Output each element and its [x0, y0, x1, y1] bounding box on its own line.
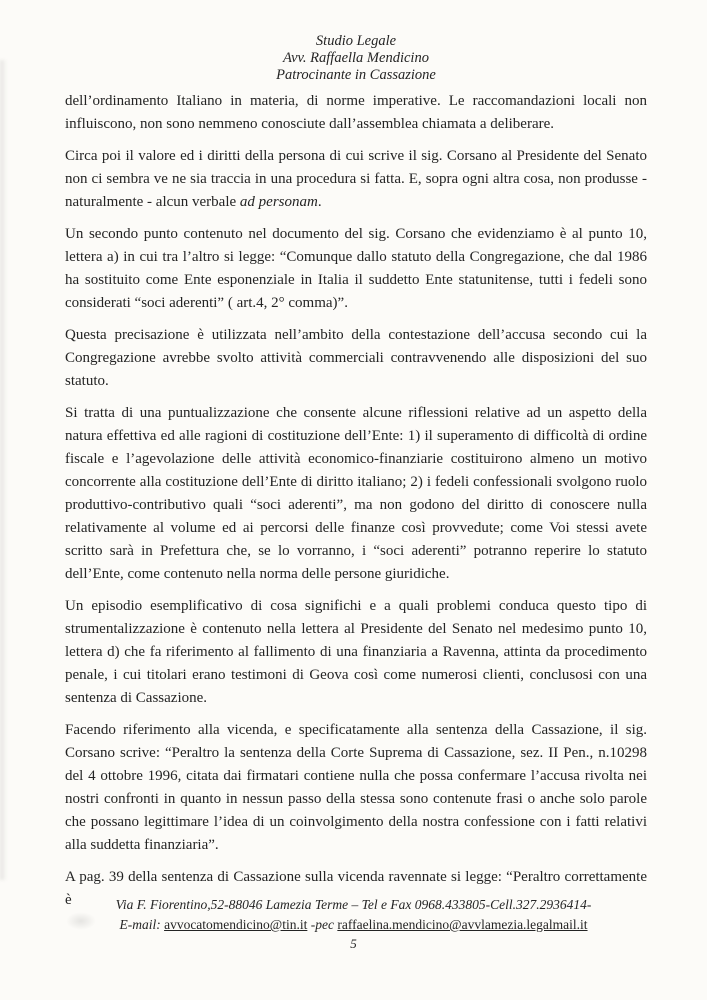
- email-label: E-mail:: [119, 917, 161, 932]
- letterhead-title: Patrocinante in Cassazione: [276, 67, 436, 83]
- email-address: avvocatomendicino@tin.it: [164, 917, 308, 932]
- footer-address-line: [0, 895, 707, 915]
- scan-artifact-left-edge: [0, 60, 7, 880]
- paragraph-3: [65, 223, 647, 315]
- paragraph-1: [65, 90, 647, 136]
- letterhead-firm-name: Studio Legale: [315, 33, 397, 49]
- paragraph-text: Un secondo punto contenuto nel documento del sig. Corsano che evidenziamo è al punto 10, lettera a) in cui tra l’altro si legge: “Comunque dallo statuto della Congregazione, che dal 1986 ha sostituito come Ente esponenziale in Italia il suddetto Ente statunitense, tutti i fedeli sono considerati “soci aderenti” ( art.4, 2° comma)”.: [65, 226, 647, 311]
- document-body: [65, 90, 647, 912]
- paragraph-text: Circa poi il valore ed i diritti della persona di cui scrive il sig. Corsano al Presidente del Senato non ci sembra ve ne sia traccia in una procedura si fatta. E, sopra ogni altra cosa, non produsse - naturalmente - alcun verbale: [65, 148, 647, 210]
- footer-address: Via F. Fiorentino,52-88046 Lamezia Terme – Tel e Fax 0968.433805-Cell.327.2936414-: [115, 897, 592, 912]
- page-number: 5: [350, 936, 357, 951]
- pec-address: raffaelina.mendicino@avvlamezia.legalmail.it: [337, 917, 588, 932]
- italic-phrase-ad-personam: ad personam: [239, 194, 318, 210]
- paragraph-text: dell’ordinamento Italiano in materia, di norme imperative. Le raccomandazioni locali non influiscono, non sono nemmeno conosciute dall’assemblea chiamata a deliberare.: [65, 93, 647, 132]
- letterhead: [65, 33, 647, 84]
- paragraph-5: [65, 402, 647, 586]
- paragraph-4: [65, 324, 647, 393]
- paragraph-2: [65, 145, 647, 214]
- pec-label: -pec: [310, 917, 334, 932]
- paragraph-6: [65, 595, 647, 710]
- paragraph-text: Questa precisazione è utilizzata nell’ambito della contestazione dell’accusa secondo cui la Congregazione avrebbe svolto attività commerciali contravvenendo alle disposizioni del suo statuto.: [65, 327, 647, 389]
- page-footer: [0, 895, 707, 953]
- paragraph-text: Un episodio esemplificativo di cosa significhi e a quali problemi conduca questo tipo di strumentalizzazione è contenuto nella lettera al Presidente del Senato nel medesimo punto 10, lettera d) che fa riferimento al fallimento di una finanziaria a Ravenna, attinta da procedimento penale, i cui titolari erano testimoni di Geova così come numerosi clienti, conclusosi con una sentenza di Cassazione.: [65, 598, 647, 706]
- footer-contact-line: [0, 915, 707, 935]
- paragraph-text: Si tratta di una puntualizzazione che consente alcune riflessioni relative ad un aspetto della natura effettiva ed alle ragioni di costituzione dell’Ente: 1) il superamento di difficoltà di ordine fiscale e l’agevolazione delle attività economico-finanziarie costituirono almeno un motivo concorrente alla costituzione dell’Ente di diritto italiano; 2) i fedeli confessionali svolgono ruolo produttivo-contributivo quali “soci aderenti”, ma non godono del diritto di conoscere nulla relativamente al volume ed ai percorsi delle finanze così provvedute; come Voi stessi avete scritto sarà in Prefettura che, se lo vorranno, i “soci aderenti” potranno reperire lo statuto dell’Ente, come contenuto nella norma delle persone giuridiche.: [65, 405, 647, 582]
- letterhead-lawyer-name: Avv. Raffaella Mendicino: [283, 50, 429, 66]
- paragraph-text: .: [317, 194, 322, 210]
- paragraph-text: A pag. 39 della sentenza di Cassazione sulla vicenda ravennate si legge: “Peraltro correttamente è: [65, 869, 647, 908]
- paragraph-text: Facendo riferimento alla vicenda, e specificatamente alla sentenza della Cassazione, il sig. Corsano scrive: “Peraltro la sentenza della Corte Suprema di Cassazione, sez. II Pen., n.10298 del 4 ottobre 1996, citata dai firmatari contiene nulla che possa confermare l’accusa rivolta nei nostri confronti in quanto in nessun passo della stessa sono contenute frasi o anche solo parole che possano legittimare l’idea di un coinvolgimento della nostra confessione con i fatti relativi alla suddetta finanziaria”.: [65, 722, 647, 853]
- paragraph-7: [65, 719, 647, 857]
